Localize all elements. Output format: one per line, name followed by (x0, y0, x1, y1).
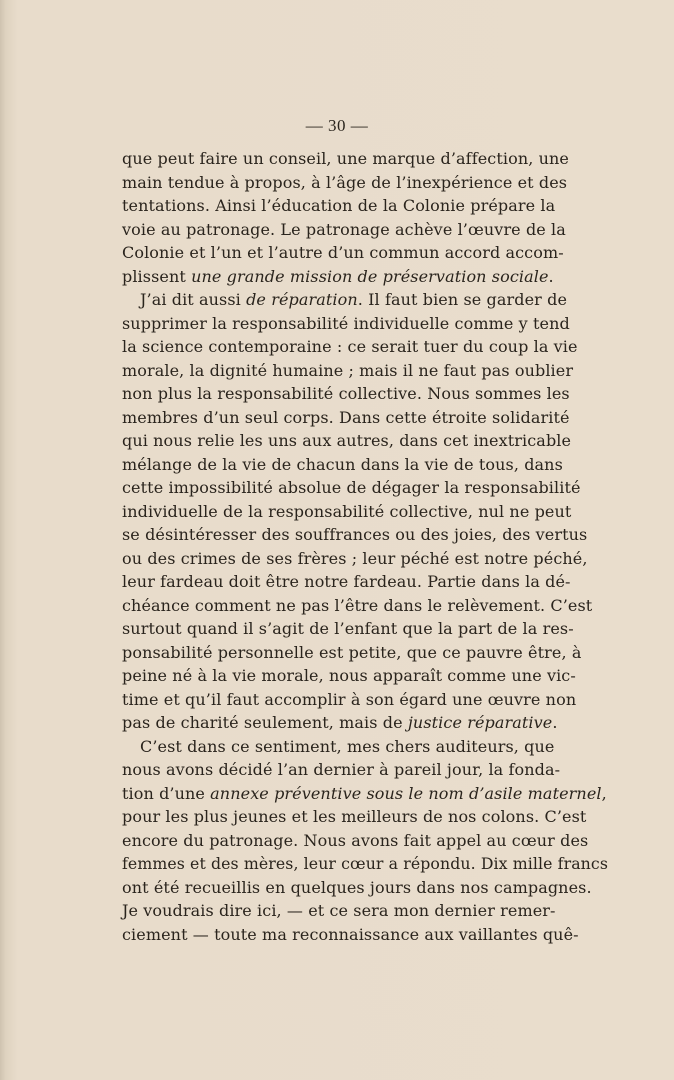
text-run: ciement — toute ma reconnaissance aux vaillantes quê- (122, 924, 579, 944)
text-run: J’ai dit aussi (140, 290, 247, 309)
text-run: mélange de la vie de chacun dans la vie de tous, dans (122, 454, 563, 474)
text-run: . (552, 713, 558, 732)
text-run: membres d’un seul corps. Dans cette étroite solidarité (122, 407, 570, 427)
text-line (122, 852, 608, 876)
text-line (122, 382, 608, 406)
text-run: encore du patronage. Nous avons fait appel au cœur des (122, 830, 589, 850)
text-run: que peut faire un conseil, une marque d’affection, une (122, 149, 569, 168)
text-line (122, 312, 608, 336)
text-run: pas de charité seulement, mais de (122, 713, 408, 732)
text-run: ont été recueillis en quelques jours dans nos campagnes. (122, 877, 592, 897)
text-line (122, 594, 608, 618)
text-run: voie au patronage. Le patronage achève l’œuvre de la (122, 219, 566, 239)
text-line (122, 288, 608, 312)
text-line (122, 735, 608, 759)
text-run: nous avons décidé l’an dernier à pareil jour, la fonda- (122, 760, 561, 779)
text-line (122, 476, 608, 500)
text-line (122, 523, 608, 547)
text-line (122, 664, 608, 688)
italic-text: de réparation (246, 290, 358, 309)
text-run: se désintéresser des souffrances ou des joies, des vertus (122, 525, 588, 544)
text-run: qui nous relie les uns aux autres, dans cet inextricable (122, 431, 572, 450)
text-line (122, 829, 608, 853)
text-line (122, 429, 608, 453)
text-run: main tendue à propos, à l’âge de l’inexpérience et des (122, 172, 568, 192)
text-run: pour les plus jeunes et les meilleurs de nos colons. C’est (122, 807, 587, 826)
text-run: Colonie et l’un et l’autre d’un commun accord accom- (122, 243, 564, 262)
text-line (122, 758, 608, 782)
text-line (122, 923, 608, 947)
text-line (122, 688, 608, 712)
text-run: morale, la dignité humaine ; mais il ne faut pas oublier (122, 360, 574, 380)
text-run: individuelle de la responsabilité collective, nul ne peut (122, 501, 572, 521)
text-line (122, 453, 608, 477)
text-line (122, 617, 608, 641)
text-run: peine né à la vie morale, nous apparaît comme une vic- (122, 666, 576, 685)
text-line (122, 171, 608, 195)
text-run: femmes et des mères, leur cœur a répondu. Dix mille francs (122, 854, 608, 873)
italic-text: annexe préventive sous le nom d’asile maternel (210, 783, 602, 803)
italic-text: une grande mission de préservation sociale (191, 266, 549, 286)
text-line (122, 500, 608, 524)
text-run: . (548, 266, 554, 286)
text-run: tentations. Ainsi l’éducation de la Colonie prépare la (122, 196, 556, 215)
text-line (122, 641, 608, 665)
text-run: cette impossibilité absolue de dégager la responsabilité (122, 478, 581, 497)
text-run: . Il faut bien se garder de (357, 290, 568, 309)
italic-text: justice réparative (407, 713, 553, 732)
text-run: tion d’une (122, 783, 211, 803)
text-run: chéance comment ne pas l’être dans le relèvement. C’est (122, 595, 593, 615)
text-run: C’est dans ce sentiment, mes chers auditeurs, que (140, 736, 555, 756)
text-line (122, 359, 608, 383)
text-line (122, 194, 608, 218)
text-line (122, 782, 608, 806)
text-line (122, 876, 608, 900)
text-line (122, 805, 608, 829)
text-run: time et qu’il faut accomplir à son égard une œuvre non (122, 689, 577, 709)
text-line (122, 335, 608, 359)
text-line (122, 241, 608, 265)
body-text (122, 147, 608, 946)
text-run: , (601, 783, 607, 803)
text-run: supprimer la responsabilité individuelle comme y tend (122, 313, 570, 333)
text-line (122, 406, 608, 430)
text-line (122, 147, 608, 171)
text-run: Je voudrais dire ici, — et ce sera mon dernier remer- (122, 901, 556, 920)
text-run: leur fardeau doit être notre fardeau. Partie dans la dé- (122, 572, 571, 591)
text-run: surtout quand il s’agit de l’enfant que la part de la res- (122, 619, 574, 638)
text-line (122, 265, 608, 289)
text-run: ponsabilité personnelle est petite, que ce pauvre être, à (122, 642, 582, 662)
text-run: non plus la responsabilité collective. Nous sommes les (122, 384, 570, 403)
text-line (122, 218, 608, 242)
page-number: — 30 — (305, 116, 369, 135)
text-line (122, 711, 608, 735)
text-line (122, 899, 608, 923)
text-run: la science contemporaine : ce serait tuer du coup la vie (122, 337, 578, 356)
text-line (122, 570, 608, 594)
text-run: ou des crimes de ses frères ; leur péché est notre péché, (122, 548, 588, 568)
text-line (122, 547, 608, 571)
text-run: plissent (122, 266, 192, 286)
